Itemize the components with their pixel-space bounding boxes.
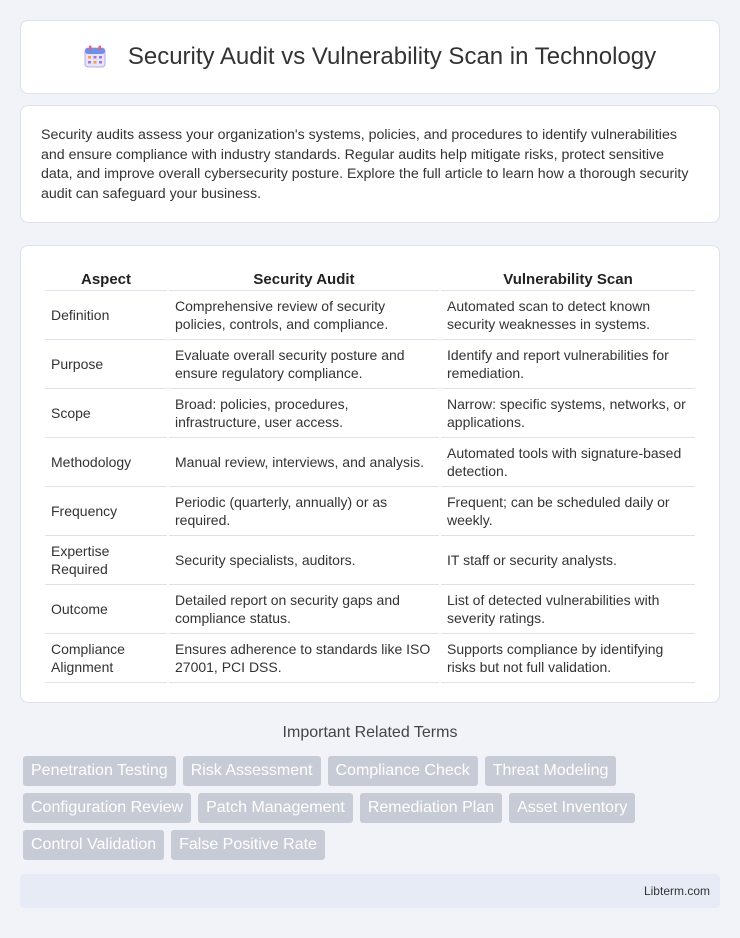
page-title: Security Audit vs Vulnerability Scan in Technology xyxy=(127,43,657,70)
tag-patch-management[interactable]: Patch Management xyxy=(198,793,353,823)
row-aspect: Purpose xyxy=(45,340,167,389)
tag-control-validation[interactable]: Control Validation xyxy=(23,830,164,860)
row-vulnerability-scan: Automated tools with signature-based detection. xyxy=(441,438,695,487)
tag-false-positive-rate[interactable]: False Positive Rate xyxy=(171,830,325,860)
row-aspect: Methodology xyxy=(45,438,167,487)
table-row xyxy=(45,536,695,585)
row-aspect: Expertise Required xyxy=(45,536,167,585)
tag-remediation-plan[interactable]: Remediation Plan xyxy=(360,793,502,823)
tag-compliance-check[interactable]: Compliance Check xyxy=(328,756,478,786)
header-vulnerability-scan: Vulnerability Scan xyxy=(441,266,695,291)
row-security-audit: Security specialists, auditors. xyxy=(169,536,439,585)
row-security-audit: Broad: policies, procedures, infrastructure, user access. xyxy=(169,389,439,438)
row-security-audit: Manual review, interviews, and analysis. xyxy=(169,438,439,487)
row-aspect: Scope xyxy=(45,389,167,438)
footer-brand-link[interactable]: Libterm.com xyxy=(643,884,710,898)
table-row xyxy=(45,487,695,536)
row-vulnerability-scan: Frequent; can be scheduled daily or weekly. xyxy=(441,487,695,536)
row-aspect: Outcome xyxy=(45,585,167,634)
header-security-audit: Security Audit xyxy=(169,266,439,291)
row-vulnerability-scan: IT staff or security analysts. xyxy=(441,536,695,585)
row-security-audit: Comprehensive review of security policies, controls, and compliance. xyxy=(169,291,439,340)
row-vulnerability-scan: Identify and report vulnerabilities for remediation. xyxy=(441,340,695,389)
row-aspect: Definition xyxy=(45,291,167,340)
tag-asset-inventory[interactable]: Asset Inventory xyxy=(509,793,635,823)
comparison-table-card xyxy=(20,245,720,703)
header-aspect: Aspect xyxy=(45,266,167,291)
row-vulnerability-scan: List of detected vulnerabilities with severity ratings. xyxy=(441,585,695,634)
row-vulnerability-scan: Automated scan to detect known security weaknesses in systems. xyxy=(441,291,695,340)
related-terms-title: Important Related Terms xyxy=(282,724,458,741)
tag-threat-modeling[interactable]: Threat Modeling xyxy=(485,756,617,786)
table-row xyxy=(45,634,695,683)
row-security-audit: Detailed report on security gaps and compliance status. xyxy=(169,585,439,634)
tag-configuration-review[interactable]: Configuration Review xyxy=(23,793,191,823)
related-terms-list xyxy=(23,756,723,860)
row-vulnerability-scan: Supports compliance by identifying risks but not full validation. xyxy=(441,634,695,683)
intro-paragraph: Security audits assess your organization's systems, policies, and procedures to identify vulnerabilities and ensure compliance with industry standards. Regular audits help mitigate risks, protect sensitive data, and improve overall cybersecurity posture. Explore the full article to learn how a thorough security audit can safeguard your business. xyxy=(41,127,689,202)
table-row xyxy=(45,389,695,438)
footer xyxy=(20,874,720,908)
intro-card xyxy=(20,105,720,223)
comparison-table xyxy=(43,266,697,683)
row-vulnerability-scan: Narrow: specific systems, networks, or applications. xyxy=(441,389,695,438)
row-security-audit: Evaluate overall security posture and ensure regulatory compliance. xyxy=(169,340,439,389)
calendar-icon xyxy=(84,45,106,69)
row-security-audit: Periodic (quarterly, annually) or as required. xyxy=(169,487,439,536)
table-row xyxy=(45,438,695,487)
table-header-row xyxy=(45,266,695,291)
table-row xyxy=(45,340,695,389)
table-row xyxy=(45,291,695,340)
row-aspect: Compliance Alignment xyxy=(45,634,167,683)
row-aspect: Frequency xyxy=(45,487,167,536)
tag-penetration-testing[interactable]: Penetration Testing xyxy=(23,756,176,786)
tag-risk-assessment[interactable]: Risk Assessment xyxy=(183,756,321,786)
row-security-audit: Ensures adherence to standards like ISO 27001, PCI DSS. xyxy=(169,634,439,683)
title-card xyxy=(20,20,720,94)
table-row xyxy=(45,585,695,634)
